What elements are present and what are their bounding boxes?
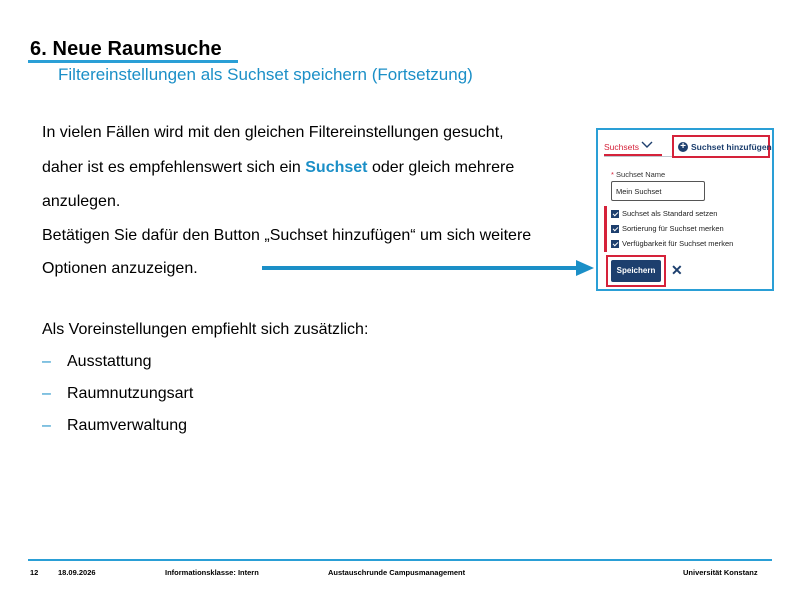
bullet-item: Ausstattung	[67, 353, 152, 370]
title-underline	[28, 60, 238, 63]
suchset-name-label	[611, 170, 665, 179]
checkbox-group-marker	[604, 206, 607, 252]
page-number: 12	[30, 568, 39, 577]
slide-title: 6. Neue Raumsuche	[30, 38, 222, 60]
footer-meeting: Austauschrunde Campusmanagement	[328, 568, 466, 577]
required-marker: *	[611, 170, 614, 179]
bullet-dash: –	[42, 353, 51, 370]
add-suchset-button[interactable]: Suchset hinzufügen	[691, 142, 772, 152]
checkbox-label: Suchset als Standard setzen	[622, 209, 718, 218]
body-line-5: Optionen anzuzeigen.	[42, 260, 198, 277]
checkbox-checked-icon[interactable]	[611, 225, 619, 233]
chevron-down-icon[interactable]	[641, 140, 653, 150]
slide-subtitle: Filtereinstellungen als Suchset speichern (Fortsetzung)	[58, 65, 473, 84]
plus-circle-icon[interactable]: +	[678, 142, 688, 152]
body-line-2-start: daher ist es empfehlenswert sich ein	[42, 159, 306, 176]
bullet-item: Raumverwaltung	[67, 417, 188, 434]
save-button-highlight	[606, 255, 666, 287]
footer-divider	[28, 559, 772, 561]
checkbox-label: Verfügbarkeit für Suchset merken	[622, 239, 734, 248]
checkbox-checked-icon[interactable]	[611, 210, 619, 218]
tab-active-underline	[604, 154, 662, 156]
bullet-dash: –	[42, 385, 51, 402]
body-line-3: anzulegen.	[42, 193, 121, 210]
bullet-dash: –	[42, 417, 51, 434]
body-line-2	[42, 159, 514, 177]
body-line-4: Betätigen Sie dafür den Button „Suchset hinzufügen“ um sich weitere	[42, 227, 532, 244]
bullet-item: Raumnutzungsart	[67, 385, 194, 402]
pointer-arrow-icon	[262, 259, 594, 277]
checkbox-verfuegbarkeit[interactable]	[611, 238, 733, 249]
tab-suchsets[interactable]: Suchsets	[604, 142, 639, 152]
body-line-2-end: oder gleich mehrere	[367, 159, 515, 176]
save-button[interactable]: Speichern	[611, 260, 661, 282]
body-line-6: Als Voreinstellungen empfiehlt sich zusätzlich:	[42, 321, 369, 338]
close-icon[interactable]: ✕	[671, 262, 683, 278]
checkbox-standard[interactable]	[611, 208, 717, 219]
checkbox-checked-icon[interactable]	[611, 240, 619, 248]
footer-date: 18.09.2026	[58, 568, 96, 577]
suchset-name-input[interactable]	[611, 181, 705, 201]
checkbox-label: Sortierung für Suchset merken	[622, 224, 724, 233]
footer-classification: Informationsklasse: Intern	[165, 568, 259, 577]
add-suchset-highlight	[672, 135, 770, 158]
suchset-highlight: Suchset	[305, 159, 368, 176]
suchset-name-label-text: Suchset Name	[616, 170, 666, 179]
checkbox-sortierung[interactable]	[611, 223, 724, 234]
footer-organization: Universität Konstanz	[683, 568, 758, 577]
suchset-panel-screenshot	[596, 128, 774, 291]
body-line-1: In vielen Fällen wird mit den gleichen Filtereinstellungen gesucht,	[42, 124, 504, 141]
